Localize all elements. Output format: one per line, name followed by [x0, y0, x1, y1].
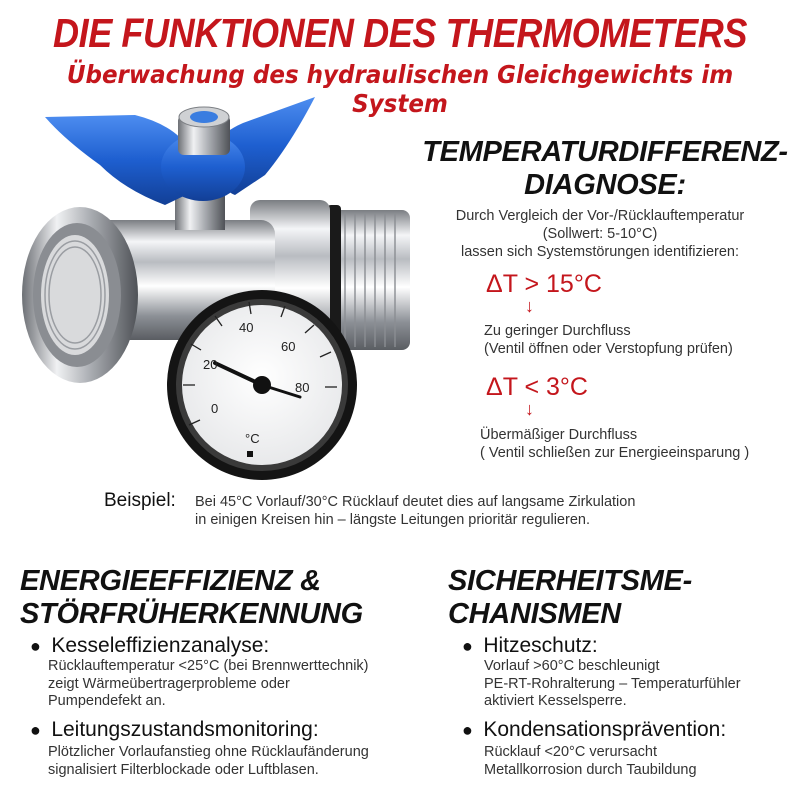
- bullet-line: aktiviert Kesselsperre.: [484, 693, 627, 709]
- case2-text: [480, 426, 749, 462]
- bullet-line: Metallkorrosion durch Taubildung: [484, 761, 697, 778]
- case1-text: [484, 322, 733, 358]
- bullet-text: [48, 744, 369, 779]
- gauge-tick-20: 20: [203, 357, 218, 372]
- bullet-icon: ●: [462, 720, 473, 740]
- arrow-down-icon: ↓: [525, 399, 534, 419]
- diagnosis-title-line2: DIAGNOSE:: [524, 169, 686, 201]
- example-text: [195, 493, 635, 529]
- gauge-tick-40: 40: [239, 320, 254, 335]
- safety-title: [448, 565, 692, 631]
- arrow-down-icon: ↓: [525, 296, 534, 316]
- safety-title-line2: CHANISMEN: [448, 598, 621, 630]
- delta-high: ΔT > 15°C: [486, 270, 602, 298]
- bullet-line: Pumpendefekt an.: [48, 693, 166, 709]
- diagnosis-intro: [410, 207, 790, 261]
- example-line2: in einigen Kreisen hin – längste Leitungen prioritär regulieren.: [195, 512, 590, 528]
- gauge-tick-80: 80: [295, 380, 310, 395]
- list-item: [30, 634, 269, 658]
- bullet-title: Kondensationsprävention:: [483, 718, 727, 741]
- bullet-line: Rücklauf <20°C verursacht: [484, 744, 658, 760]
- case2-line1: Übermäßiger Durchfluss: [480, 427, 638, 443]
- bullet-icon: ●: [30, 720, 41, 740]
- bullet-line: Plötzlicher Vorlaufanstieg ohne Rücklaufänderung: [48, 744, 369, 760]
- bullet-line: Rücklauftemperatur <25°C (bei Brennwerttechnik): [48, 658, 369, 674]
- delta-low: ΔT < 3°C: [486, 373, 588, 401]
- list-item: [462, 634, 598, 658]
- bullet-title: Hitzeschutz:: [483, 634, 598, 657]
- intro-line2: (Sollwert: 5-10°C): [542, 226, 658, 242]
- intro-line3: lassen sich Systemstörungen identifizieren:: [460, 244, 740, 260]
- list-item: [30, 718, 319, 742]
- gauge-tick-60: 60: [281, 339, 296, 354]
- bullet-text: [484, 658, 741, 711]
- bullet-line: zeigt Wärmeübertragerprobleme oder: [48, 675, 290, 692]
- case1-line2: (Ventil öffnen oder Verstopfung prüfen): [484, 341, 733, 357]
- page-subtitle: Überwachung des hydraulischen Gleichgewichts im System: [66, 60, 734, 118]
- example-label: Beispiel:: [104, 490, 176, 511]
- diagnosis-title-line1: TEMPERATURDIFFERENZ-: [422, 136, 788, 168]
- bullet-title: Leitungszustandsmonitoring:: [51, 718, 319, 741]
- efficiency-title-line2: STÖRFRÜHERKENNUNG: [20, 598, 363, 630]
- valve-thermometer-image: [15, 95, 435, 485]
- bullet-icon: ●: [30, 636, 41, 656]
- bullet-icon: ●: [462, 636, 473, 656]
- bullet-title: Kesseleffizienzanalyse:: [51, 634, 270, 657]
- page-title: DIE FUNKTIONEN DES THERMOMETERS: [53, 10, 747, 56]
- bullet-line: PE-RT-Rohralterung – Temperaturfühler: [484, 675, 741, 692]
- safety-title-line1: SICHERHEITSME-: [448, 565, 692, 597]
- intro-line1: Durch Vergleich der Vor-/Rücklauftemperatur: [455, 208, 745, 224]
- bullet-text: [484, 744, 697, 779]
- diagnosis-title: [420, 136, 790, 202]
- bullet-text: [48, 658, 369, 711]
- gauge-unit: °C: [245, 431, 260, 446]
- example-line1: Bei 45°C Vorlauf/30°C Rücklauf deutet dies auf langsame Zirkulation: [195, 494, 636, 510]
- list-item: [462, 718, 726, 742]
- case2-line2: ( Ventil schließen zur Energieeinsparung ): [480, 445, 750, 461]
- efficiency-title-line1: ENERGIEEFFIZIENZ &: [20, 565, 321, 597]
- bullet-line: signalisiert Filterblockade oder Luftblasen.: [48, 761, 319, 778]
- bullet-line: Vorlauf >60°C beschleunigt: [484, 658, 660, 674]
- gauge-tick-0: 0: [211, 401, 219, 416]
- case1-line1: Zu geringer Durchfluss: [484, 323, 631, 339]
- efficiency-title: [20, 565, 363, 631]
